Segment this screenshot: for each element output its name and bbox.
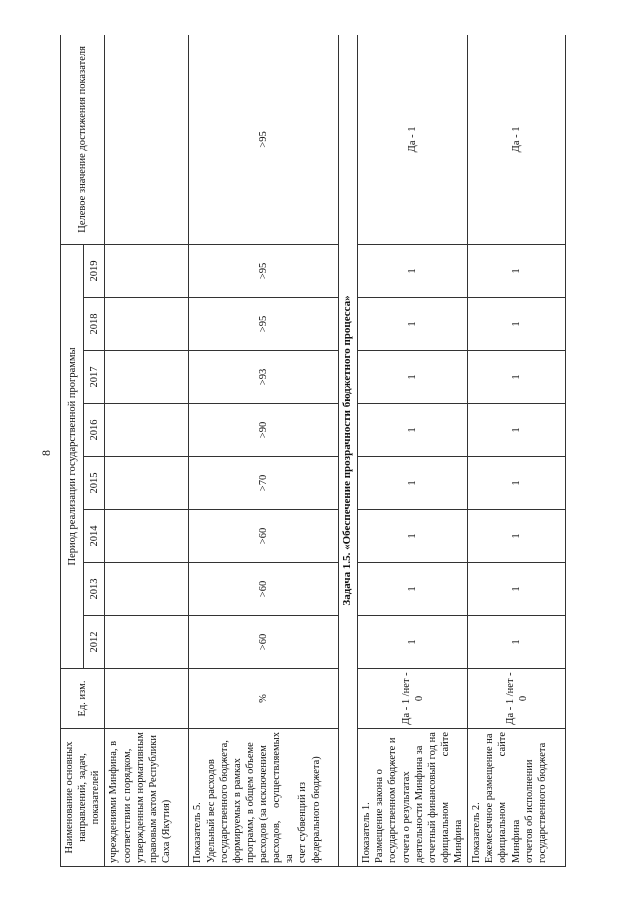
- value-cell: [105, 616, 189, 669]
- value-cell: 1: [358, 351, 468, 404]
- value-cell: 1: [468, 563, 566, 616]
- table-row: [468, 35, 566, 867]
- indicator-name-line: федерального бюджета): [310, 756, 322, 863]
- unit-cell: %: [189, 669, 339, 729]
- value-cell: [105, 510, 189, 563]
- rotated-page: [60, 35, 572, 867]
- value-cell: 1: [468, 298, 566, 351]
- value-cell: 1: [358, 404, 468, 457]
- indicator-name-line: соответствии с порядком,: [121, 748, 133, 863]
- program-indicators-table: [60, 35, 566, 867]
- indicator-name-line: Показатель 1.: [361, 802, 373, 863]
- page-number: 8: [39, 450, 53, 456]
- indicator-name-line: Саха (Якутия): [160, 799, 172, 863]
- indicator-name-line: деятельности Минфина за: [413, 745, 425, 863]
- indicator-name-line: Удельный вес расходов: [205, 759, 217, 863]
- year-header: 2018: [84, 298, 105, 351]
- indicator-name-line: Показатель 2.: [471, 802, 483, 863]
- target-cell: Да - 1: [358, 35, 468, 244]
- target-column-header: Целевое значение достижения показателя: [61, 35, 105, 244]
- indicator-name-cell: [468, 729, 566, 867]
- indicator-name-line: правовым актом Республики: [147, 734, 159, 863]
- value-cell: >95: [189, 298, 339, 351]
- value-cell: 1: [468, 616, 566, 669]
- value-cell: >93: [189, 351, 339, 404]
- indicator-name-line: официальном сайте Минфина: [439, 732, 464, 863]
- unit-cell: Да - 1 /нет - 0: [468, 669, 566, 729]
- indicator-name-line: государственного бюджета,: [218, 740, 230, 863]
- unit-cell: Да - 1 /нет - 0: [358, 669, 468, 729]
- target-cell: [105, 35, 189, 244]
- value-cell: [105, 404, 189, 457]
- task-heading: Задача 1.5. «Обеспечение прозрачности бюджетного процесса»: [339, 35, 358, 867]
- target-cell: Да - 1: [468, 35, 566, 244]
- value-cell: 1: [358, 510, 468, 563]
- indicator-name-line: расходов, осуществляемых за: [271, 732, 296, 863]
- target-cell: >95: [189, 35, 339, 244]
- year-header: 2016: [84, 404, 105, 457]
- indicator-name-line: отчетный финансовый год на: [426, 732, 438, 863]
- indicator-name-line: отчетов об исполнении: [523, 759, 535, 863]
- period-column-header: Период реализации государственной программы: [61, 244, 84, 668]
- year-header: 2019: [84, 244, 105, 297]
- table-row: [358, 35, 468, 867]
- value-cell: 1: [468, 244, 566, 297]
- task-heading-row: [339, 35, 358, 867]
- indicator-name-line: расходов (за исключением: [258, 745, 269, 863]
- value-cell: 1: [468, 404, 566, 457]
- table-row: [105, 35, 189, 867]
- year-header: 2017: [84, 351, 105, 404]
- value-cell: >60: [189, 563, 339, 616]
- unit-cell: [105, 669, 189, 729]
- indicator-name-line: Размещение закона о: [374, 769, 386, 863]
- value-cell: [105, 298, 189, 351]
- year-header: 2013: [84, 563, 105, 616]
- value-cell: 1: [358, 563, 468, 616]
- indicator-name-line: утвержденным нормативным: [134, 732, 146, 863]
- name-column-header: Наименование основных направлений, задач, показателей: [61, 729, 105, 867]
- value-cell: 1: [358, 244, 468, 297]
- indicator-name-cell: [105, 729, 189, 867]
- indicator-name-line: отчета о результатах: [400, 771, 412, 863]
- value-cell: [105, 457, 189, 510]
- value-cell: >60: [189, 616, 339, 669]
- year-header: 2015: [84, 457, 105, 510]
- value-cell: 1: [468, 510, 566, 563]
- year-header: 2014: [84, 510, 105, 563]
- indicator-name-line: Показатель 5.: [192, 802, 204, 863]
- year-header: 2012: [84, 616, 105, 669]
- indicator-name-line: Ежемесячное размещение на: [484, 733, 496, 863]
- indicator-name-line: официальном сайте Минфина: [497, 732, 522, 863]
- value-cell: >70: [189, 457, 339, 510]
- indicator-name-line: государственного бюджета: [536, 742, 548, 863]
- value-cell: 1: [358, 616, 468, 669]
- value-cell: [105, 351, 189, 404]
- indicator-name-line: формируемых в рамках: [231, 758, 243, 863]
- value-cell: >60: [189, 510, 339, 563]
- value-cell: [105, 244, 189, 297]
- indicator-name-line: программ, в общем объеме: [244, 742, 256, 863]
- header-row-1: [61, 35, 84, 867]
- indicator-name-cell: [189, 729, 339, 867]
- value-cell: 1: [358, 298, 468, 351]
- value-cell: 1: [468, 351, 566, 404]
- value-cell: >95: [189, 244, 339, 297]
- value-cell: 1: [468, 457, 566, 510]
- indicator-name-line: государственном бюджете и: [387, 737, 399, 863]
- rotated-table-wrapper: [60, 35, 572, 867]
- value-cell: >90: [189, 404, 339, 457]
- indicator-name-cell: [358, 729, 468, 867]
- table-row: [189, 35, 339, 867]
- value-cell: [105, 563, 189, 616]
- indicator-name-line: счет субвенций из: [297, 781, 309, 863]
- unit-column-header: Ед. изм.: [61, 669, 105, 729]
- indicator-name-line: учреждениями Минфина, в: [108, 740, 120, 863]
- value-cell: 1: [358, 457, 468, 510]
